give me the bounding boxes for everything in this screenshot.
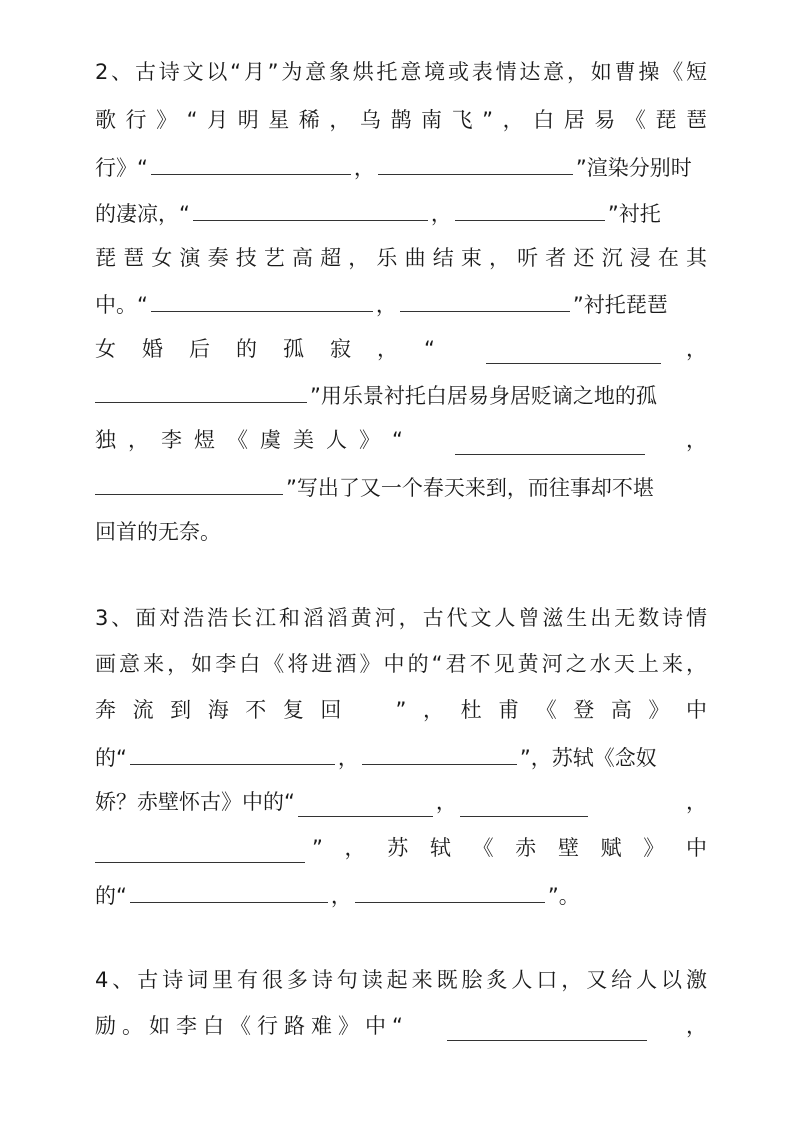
q2-line-4 — [95, 192, 707, 232]
q3-line-3 — [95, 690, 707, 730]
q2-line-10 — [95, 466, 707, 506]
answer-blank[interactable] — [378, 146, 573, 175]
text: 2、古诗文以“月”为意象烘托意境或表情达意，如曹操《短 — [95, 60, 707, 84]
text: 4、古诗词里有很多诗句读起来既脍炙人口，又给人以激 — [95, 968, 707, 992]
text: ”。 — [547, 884, 580, 908]
answer-blank[interactable] — [95, 466, 283, 495]
q3-line-1 — [95, 598, 707, 638]
text: 女婚后的孤寂，“ — [95, 337, 461, 361]
q3-line-7 — [95, 874, 707, 914]
text: 独，李煜《虞美人》“ — [95, 428, 415, 452]
text: ， — [430, 202, 452, 226]
text: ”，苏轼《念奴 — [519, 746, 657, 770]
answer-blank[interactable] — [455, 426, 645, 455]
answer-blank[interactable] — [400, 283, 570, 312]
text: ”，苏轼《赤壁赋》中 — [312, 836, 707, 860]
q2-line-9 — [95, 420, 707, 460]
q2-line-6 — [95, 283, 707, 323]
text: 回首的无奈。 — [95, 520, 221, 544]
q3-line-2 — [95, 644, 707, 684]
text: ”衬托 — [607, 202, 661, 226]
answer-blank[interactable] — [460, 788, 588, 817]
text: ， — [685, 337, 707, 361]
text: 歌行》“月明星稀，乌鹊南飞”，白居易《琵琶 — [95, 108, 707, 132]
text: 励。如李白《行路难》中“ — [95, 1014, 409, 1038]
q2-line-8 — [95, 374, 707, 414]
q2-line-7 — [95, 329, 707, 369]
text: 的“ — [95, 746, 127, 770]
text: 中。“ — [95, 293, 148, 317]
text: 娇？赤壁怀古》中的“ — [95, 790, 295, 814]
text: ， — [435, 790, 457, 814]
text: 画意来，如李白《将进酒》中的“君不见黄河之水天上来， — [95, 652, 707, 676]
answer-blank[interactable] — [95, 834, 305, 863]
text: 3、面对浩浩长江和滔滔黄河，古代文人曾滋生出无数诗情 — [95, 606, 707, 630]
answer-blank[interactable] — [447, 1012, 647, 1041]
answer-blank[interactable] — [151, 283, 373, 312]
text: ， — [330, 884, 352, 908]
text: ， — [353, 156, 375, 180]
answer-blank[interactable] — [362, 736, 517, 765]
q4-line-2 — [95, 1006, 707, 1046]
text: ， — [686, 790, 707, 814]
text: ， — [685, 1014, 707, 1038]
q2-line-11 — [95, 512, 707, 552]
text: 的“ — [95, 884, 127, 908]
q2-line-1 — [95, 52, 707, 92]
answer-blank[interactable] — [151, 146, 351, 175]
text: ”衬托琵琶 — [572, 293, 668, 317]
text: 行》“ — [95, 156, 148, 180]
q3-line-6 — [95, 828, 707, 868]
text: 琵琶女演奏技艺高超，乐曲结束，听者还沉浸在其 — [95, 246, 707, 270]
q4-line-1 — [95, 960, 707, 1000]
answer-blank[interactable] — [193, 192, 428, 221]
text: ”用乐景衬托白居易身居贬谪之地的孤 — [310, 384, 657, 408]
q2-line-3 — [95, 146, 707, 186]
answer-blank[interactable] — [298, 788, 433, 817]
answer-blank[interactable] — [130, 874, 328, 903]
answer-blank[interactable] — [95, 374, 307, 403]
q3-line-5 — [95, 782, 707, 822]
answer-blank[interactable] — [455, 192, 605, 221]
text: ， — [685, 428, 707, 452]
answer-blank[interactable] — [355, 874, 545, 903]
answer-blank[interactable] — [486, 335, 661, 364]
text: 奔流到海不复回 ”，杜甫《登高》中 — [95, 698, 707, 722]
text: ”写出了又一个春天来到，而往事却不堪 — [286, 476, 654, 500]
q2-line-5 — [95, 238, 707, 278]
text: 的凄凉，“ — [95, 202, 190, 226]
answer-blank[interactable] — [130, 736, 335, 765]
text: ， — [337, 746, 359, 770]
q3-line-4 — [95, 736, 707, 776]
text: ， — [375, 293, 397, 317]
text: ”渲染分别时 — [575, 156, 692, 180]
q2-line-2 — [95, 100, 707, 140]
